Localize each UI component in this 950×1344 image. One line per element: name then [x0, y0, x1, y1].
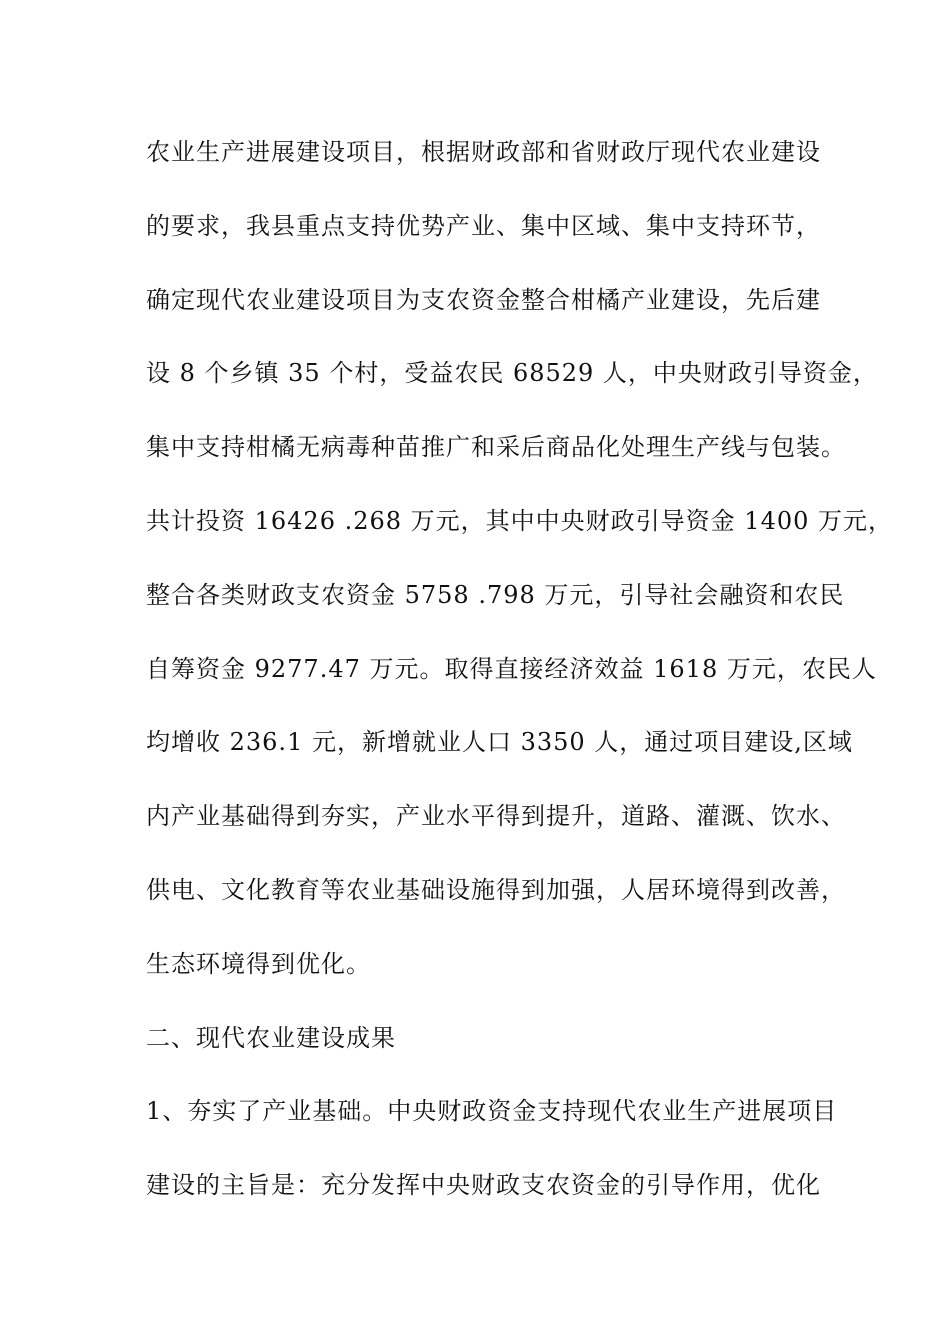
text-line: 内产业基础得到夯实，产业水平得到提升，道路、灌溉、饮水、 [146, 802, 846, 831]
text-line: 生态环境得到优化。 [146, 949, 371, 978]
text-line: 设 8 个乡镇 35 个村，受益农民 68529 人，中央财政引导资金， [146, 359, 878, 388]
text-line: 供电、文化教育等农业基础设施得到加强，人居环境得到改善， [146, 875, 846, 904]
text-line: 建设的主旨是：充分发挥中央财政支农资金的引导作用，优化 [146, 1171, 821, 1200]
text-line: 共计投资 16426 .268 万元，其中中央财政引导资金 1400 万元， [146, 506, 894, 535]
body-text [146, 128, 894, 1235]
text-line: 农业生产进展建设项目，根据财政部和省财政厅现代农业建设 [146, 138, 821, 166]
text-line: 确定现代农业建设项目为支农资金整合柑橘产业建设，先后建 [146, 285, 821, 314]
text-line: 的要求，我县重点支持优势产业、集中区域、集中支持环节， [146, 211, 821, 240]
text-line: 整合各类财政支农资金 5758 .798 万元，引导社会融资和农民 [146, 580, 845, 609]
text-line: 集中支持柑橘无病毒种苗推广和采后商品化处理生产线与包装。 [146, 433, 846, 462]
text-line: 1、夯实了产业基础。中央财政资金支持现代农业生产进展项目 [146, 1097, 838, 1126]
text-line: 自筹资金 9277.47 万元。取得直接经济效益 1618 万元，农民人 [146, 654, 877, 683]
section-heading: 二、现代农业建设成果 [146, 1023, 396, 1052]
text-line: 均增收 236.1 元，新增就业人口 3350 人，通过项目建设,区域 [146, 728, 853, 757]
